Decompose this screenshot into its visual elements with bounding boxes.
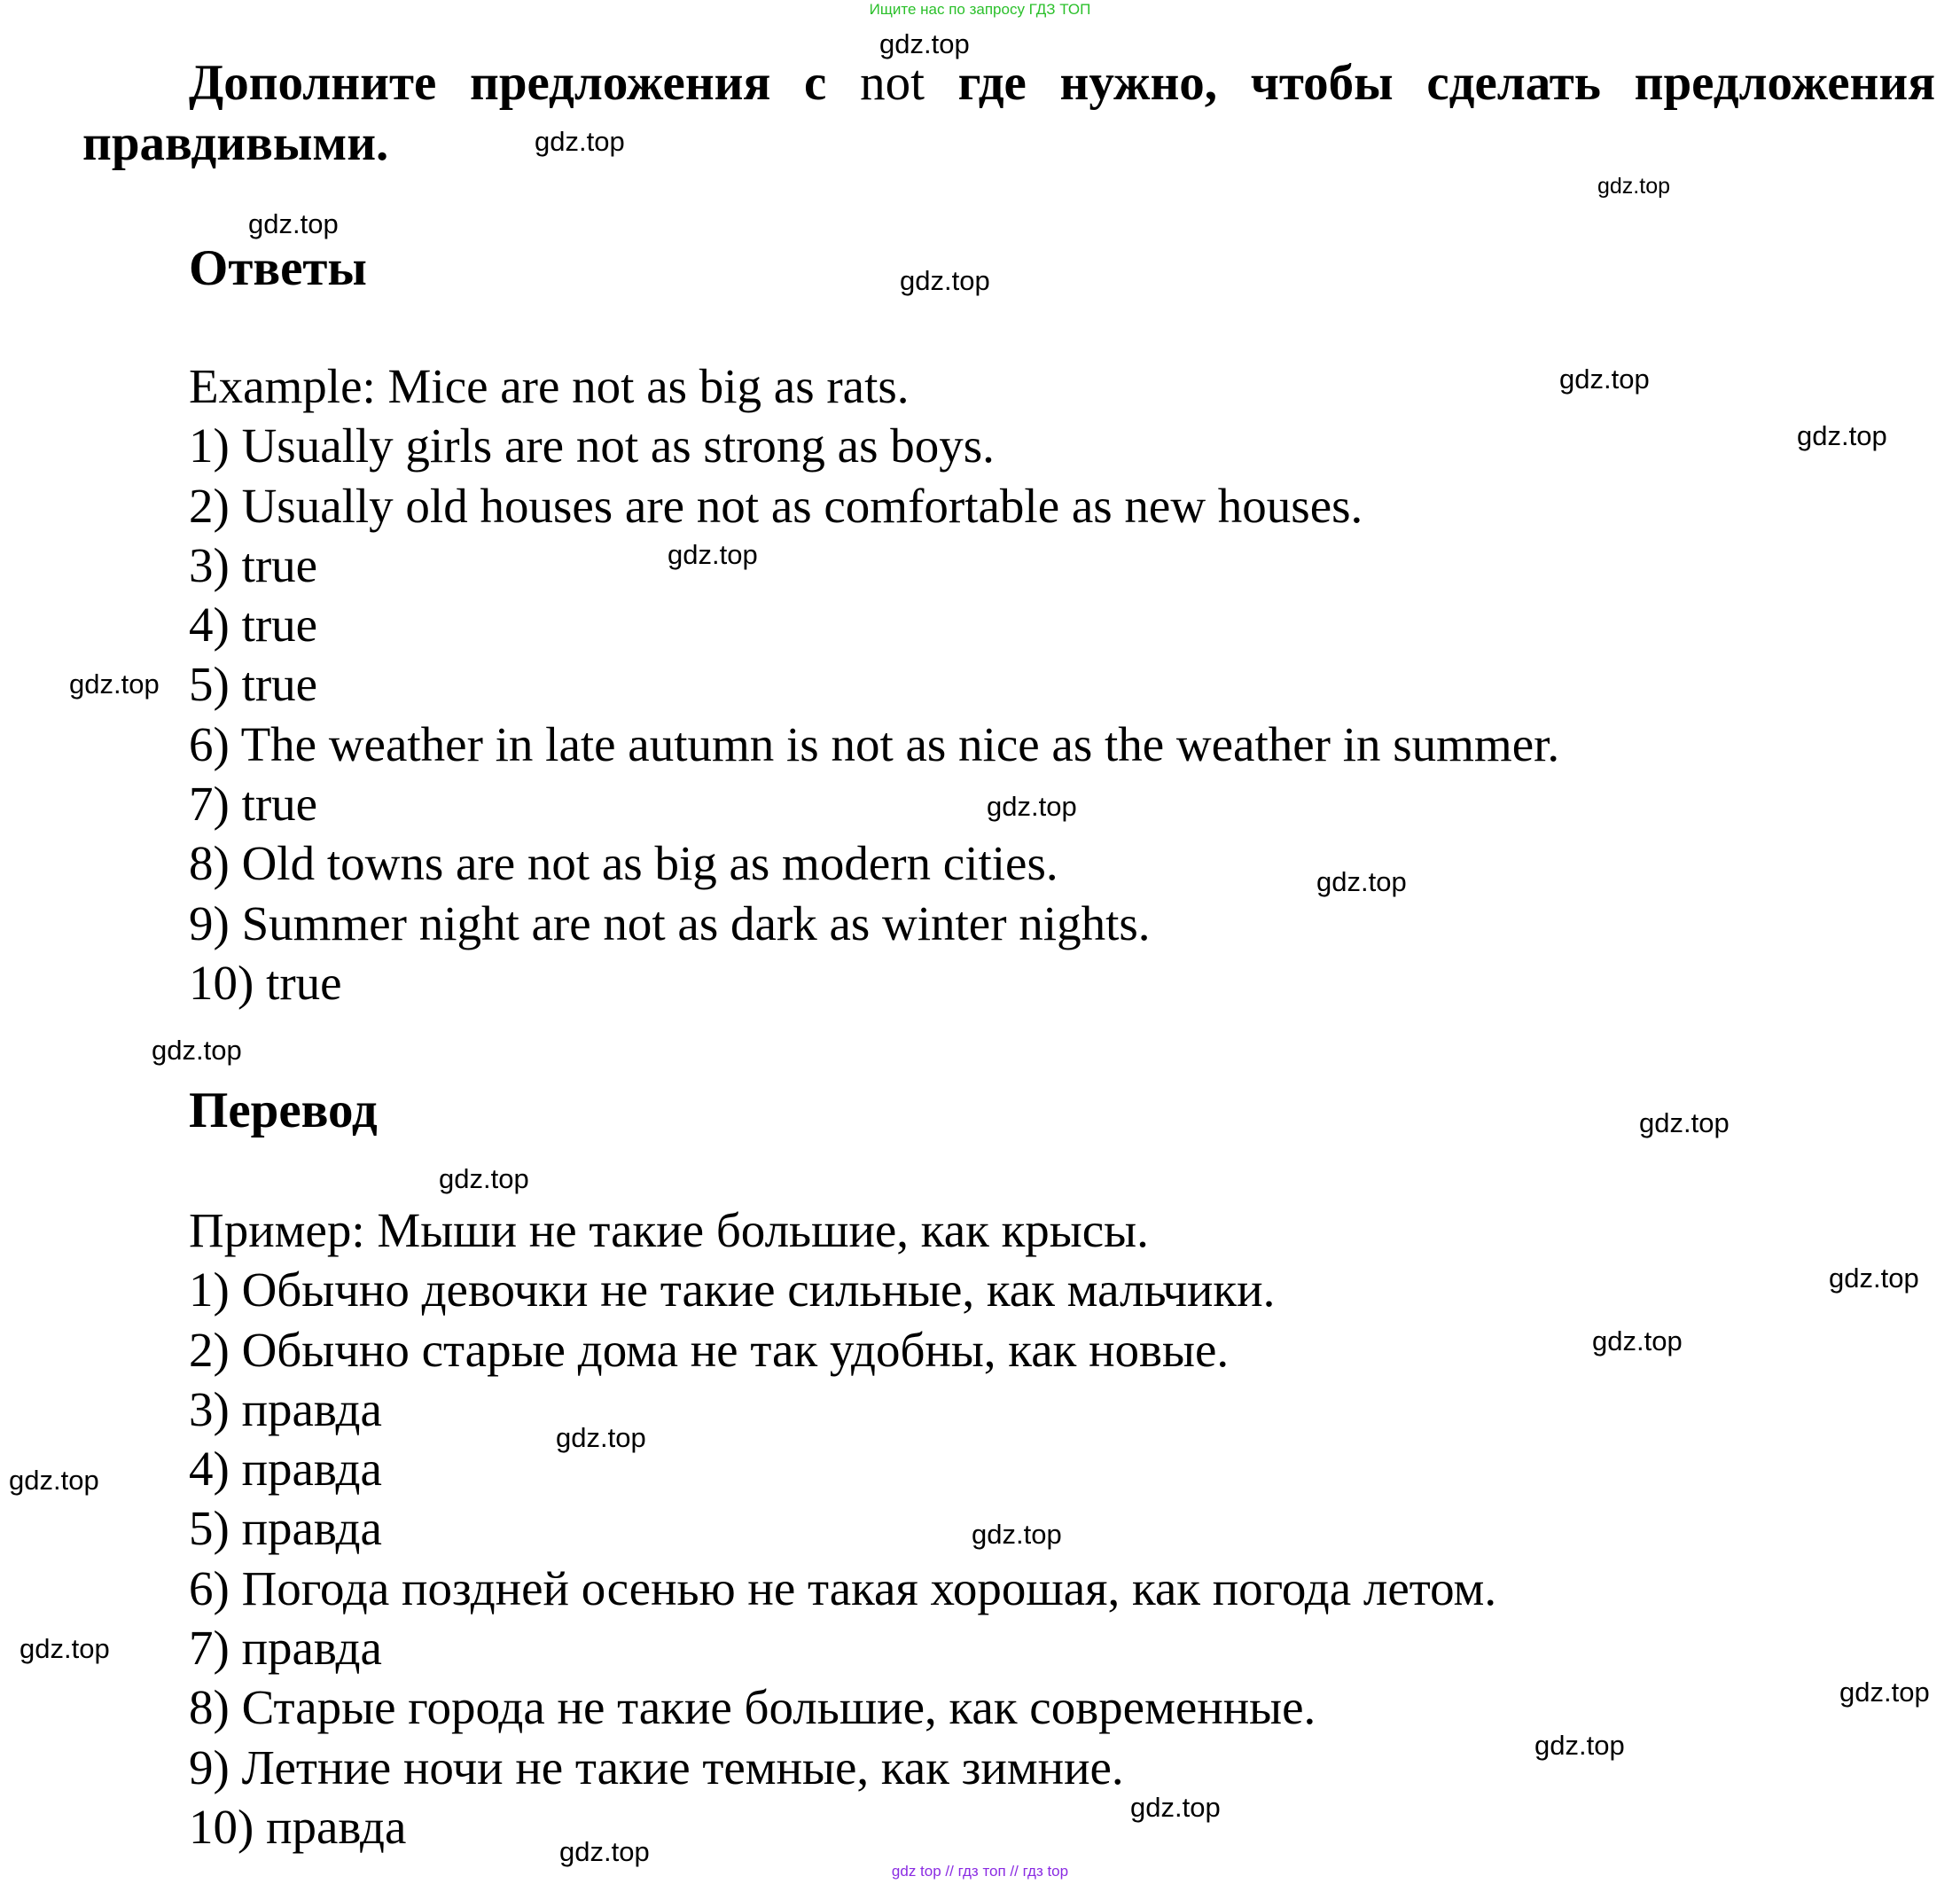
top-search-note: Ищите нас по запросу ГДЗ ТОП bbox=[869, 1, 1091, 18]
translation-item-5: 5) правда bbox=[189, 1501, 382, 1556]
bottom-note: gdz top // гдз топ // гдз top bbox=[891, 1863, 1069, 1880]
watermark: gdz.top bbox=[535, 126, 625, 157]
watermark: gdz.top bbox=[1592, 1325, 1683, 1356]
watermark: gdz.top bbox=[69, 668, 160, 700]
answer-item-1: 1) Usually girls are not as strong as boys. bbox=[189, 418, 995, 473]
watermark: gdz.top bbox=[439, 1163, 529, 1194]
watermark: gdz.top bbox=[1316, 866, 1407, 897]
translation-item-4: 4) правда bbox=[189, 1442, 382, 1497]
task-keyword: not bbox=[860, 55, 925, 111]
answer-item-6: 6) The weather in late autumn is not as nice as the weather in summer. bbox=[189, 716, 1560, 771]
answer-item-9: 9) Summer night are not as dark as winter nights. bbox=[189, 895, 1151, 950]
watermark: gdz.top bbox=[152, 1035, 242, 1066]
answer-item-2: 2) Usually old houses are not as comfortable as new houses. bbox=[189, 478, 1363, 533]
watermark: gdz.top bbox=[1797, 420, 1887, 451]
watermark: gdz.top bbox=[1639, 1107, 1730, 1138]
watermark: gdz.top bbox=[556, 1422, 646, 1453]
watermark: gdz.top bbox=[668, 539, 758, 570]
task-statement bbox=[82, 53, 1935, 174]
watermark: gdz.top bbox=[879, 28, 970, 59]
translation-item-example: Пример: Мыши не такие большие, как крысы. bbox=[189, 1203, 1149, 1257]
watermark: gdz.top bbox=[900, 265, 990, 296]
answer-item-example: Example: Mice are not as big as rats. bbox=[189, 359, 910, 413]
answer-item-8: 8) Old towns are not as big as modern cities. bbox=[189, 836, 1058, 891]
task-text-part-1: Дополните предложения с bbox=[189, 55, 827, 111]
translation-item-10: 10) правда bbox=[189, 1799, 407, 1854]
answer-item-10: 10) true bbox=[189, 955, 342, 1010]
translation-item-3: 3) правда bbox=[189, 1381, 382, 1436]
answer-item-5: 5) true bbox=[189, 657, 318, 712]
translation-item-6: 6) Погода поздней осенью не такая хорошая, как погода летом. bbox=[189, 1560, 1497, 1615]
watermark: gdz.top bbox=[1829, 1263, 1919, 1294]
watermark: gdz.top bbox=[1597, 174, 1671, 199]
watermark: gdz.top bbox=[1130, 1792, 1221, 1823]
translation-item-9: 9) Летние ночи не такие темные, как зимние. bbox=[189, 1739, 1124, 1794]
translation-item-8: 8) Старые города не такие большие, как современные. bbox=[189, 1680, 1316, 1735]
task-line-1 bbox=[82, 53, 1935, 113]
translation-item-7: 7) правда bbox=[189, 1621, 382, 1676]
translation-list bbox=[189, 1200, 1496, 1857]
task-line-2: правдивыми. bbox=[82, 115, 389, 171]
answer-item-4: 4) true bbox=[189, 598, 318, 653]
translation-item-1: 1) Обычно девочки не такие сильные, как мальчики. bbox=[189, 1263, 1276, 1317]
task-text-part-3: где нужно, чтобы сделать предложения bbox=[957, 55, 1936, 111]
watermark: gdz.top bbox=[987, 791, 1077, 822]
answers-list bbox=[189, 356, 1559, 1012]
translation-item-2: 2) Обычно старые дома не так удобны, как новые. bbox=[189, 1322, 1230, 1377]
watermark: gdz.top bbox=[559, 1836, 650, 1867]
translation-heading: Перевод bbox=[189, 1083, 378, 1138]
answer-item-7: 7) true bbox=[189, 777, 318, 832]
watermark: gdz.top bbox=[9, 1465, 99, 1496]
watermark: gdz.top bbox=[972, 1519, 1062, 1550]
watermark: gdz.top bbox=[248, 208, 339, 239]
watermark: gdz.top bbox=[1534, 1730, 1625, 1761]
answers-heading: Ответы bbox=[189, 240, 367, 296]
watermark: gdz.top bbox=[1559, 364, 1650, 395]
answer-item-3: 3) true bbox=[189, 537, 318, 592]
watermark: gdz.top bbox=[1839, 1677, 1930, 1708]
watermark: gdz.top bbox=[20, 1633, 110, 1664]
